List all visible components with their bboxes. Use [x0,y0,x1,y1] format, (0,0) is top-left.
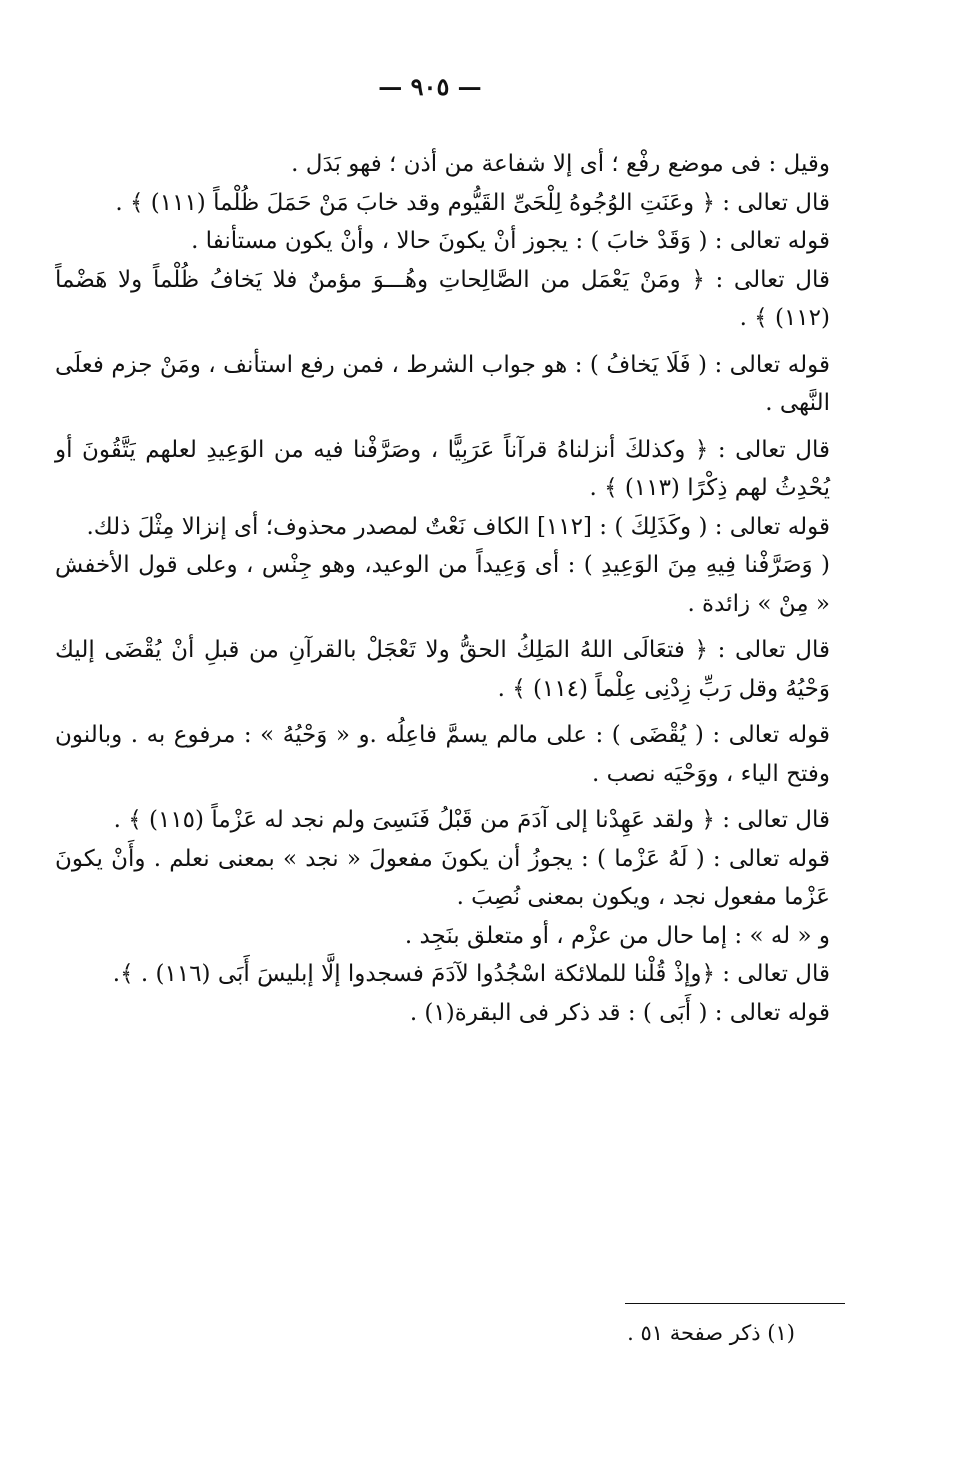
verse-paragraph: قال تعالى : ﴿وإذْ قُلْنا للملائكة اسْجُدُوا لآدَمَ فسجدوا إلَّا إبليسَ أَبَى (١١٦) . ﴾. [112,961,830,987]
commentary-paragraph: ( وَصَرَّفْنا فِيهِ مِنَ الوَعِيدِ ) : أى وَعِيداً من الوعيد، وهو جِنْس ، وعلى قول الأخفش « مِنْ » زائدة . [55,552,830,617]
commentary-paragraph: و « له » : إما حال من عزْم ، أو متعلق بنَجِد . [404,922,830,949]
commentary-paragraph: قوله تعالى : ( وكَذَلِكَ ) : [١١٢] الكاف نَعْتٌ لمصدر محذوف؛ أى إنزالا مِثْلَ ذلك. [86,513,830,540]
verse-paragraph: قال تعالى : ﴿ ولقد عَهِدْنا إلى آدَمَ من قَبْلُ فَنَسِىَ ولم نجد له عَزْماً (١١٥) ﴾ . [113,807,830,833]
footnote-divider [625,1303,845,1304]
footnote: (١) ذكر صفحة ٥١ . [627,1321,795,1345]
verse-paragraph: قال تعالى : ﴿ ومَنْ يَعْمَل من الصَّالِحاتِ وهُـــوَ مؤمنٌ فلا يَخافُ ظُلْماً ولا هَضْماً (١١٢) ﴾ . [55,266,830,331]
verse-paragraph: قال تعالى : ﴿ وكذلكَ أنزلناهُ قرآناً عَرَبِيًّا ، وصَرَّفْنا فيه من الوَعِيدِ لعلهم يَتَّقُونَ أو يُحْدِثُ لهم ذِكْرًا (١١٣) ﴾ . [55,436,830,501]
commentary-paragraph: قوله تعالى : ( يُقْضَى ) : على مالم يسمَّ فاعِلُه .و « وَحْيُهُ » : مرفوع به . وبالنون وفتح الياء ، ووَحْيَه نصب . [55,722,830,787]
commentary-paragraph: قوله تعالى : ( وَقَدْ خابَ ) : يجوز أنْ يكونَ حالا ، وأنْ يكون مستأنفا . [191,228,830,254]
commentary-paragraph: قوله تعالى : ( أَبَى ) : قد ذكر فى البقرة(١) . [409,999,830,1026]
commentary-paragraph: قوله تعالى : ( لَهُ عَزْما ) : يجوزُ أن يكونَ مفعولَ « نجد » بمعنى نعلم . وأَنْ يكونَ عَزْما مفعول نجد ، ويكون بمعنى نُصِبَ . [55,845,830,910]
verse-paragraph: قال تعالى : ﴿ فتعَالَى اللهُ المَلِكُ الحقُّ ولا تَعْجَلْ بالقرآنِ من قبلِ أنْ يُقْضَى إليك وَحْيُهُ وقل رَبِّ زِدْنِى عِلْماً (١١٤) ﴾ . [55,637,830,702]
paragraph: وقيل : فى موضع رفْع ؛ أى إلا شفاعة من أذن ؛ فهو بَدَل . [291,151,830,177]
commentary-paragraph: قوله تعالى : ( فَلَا يَخافُ ) : هو جواب الشرط ، فمن رفع استأنف ، ومَنْ جزم فعلَى النَّهى . [55,351,830,416]
body-text [55,145,830,1032]
page-number: — ٩٠٥ — [378,72,482,101]
verse-paragraph: قال تعالى : ﴿ وعَنَتِ الوُجُوهُ لِلْحَىِّ القَيُّوم وقد خابَ مَنْ حَمَلَ ظُلْماً (١١١) ﴾ . [115,189,830,216]
